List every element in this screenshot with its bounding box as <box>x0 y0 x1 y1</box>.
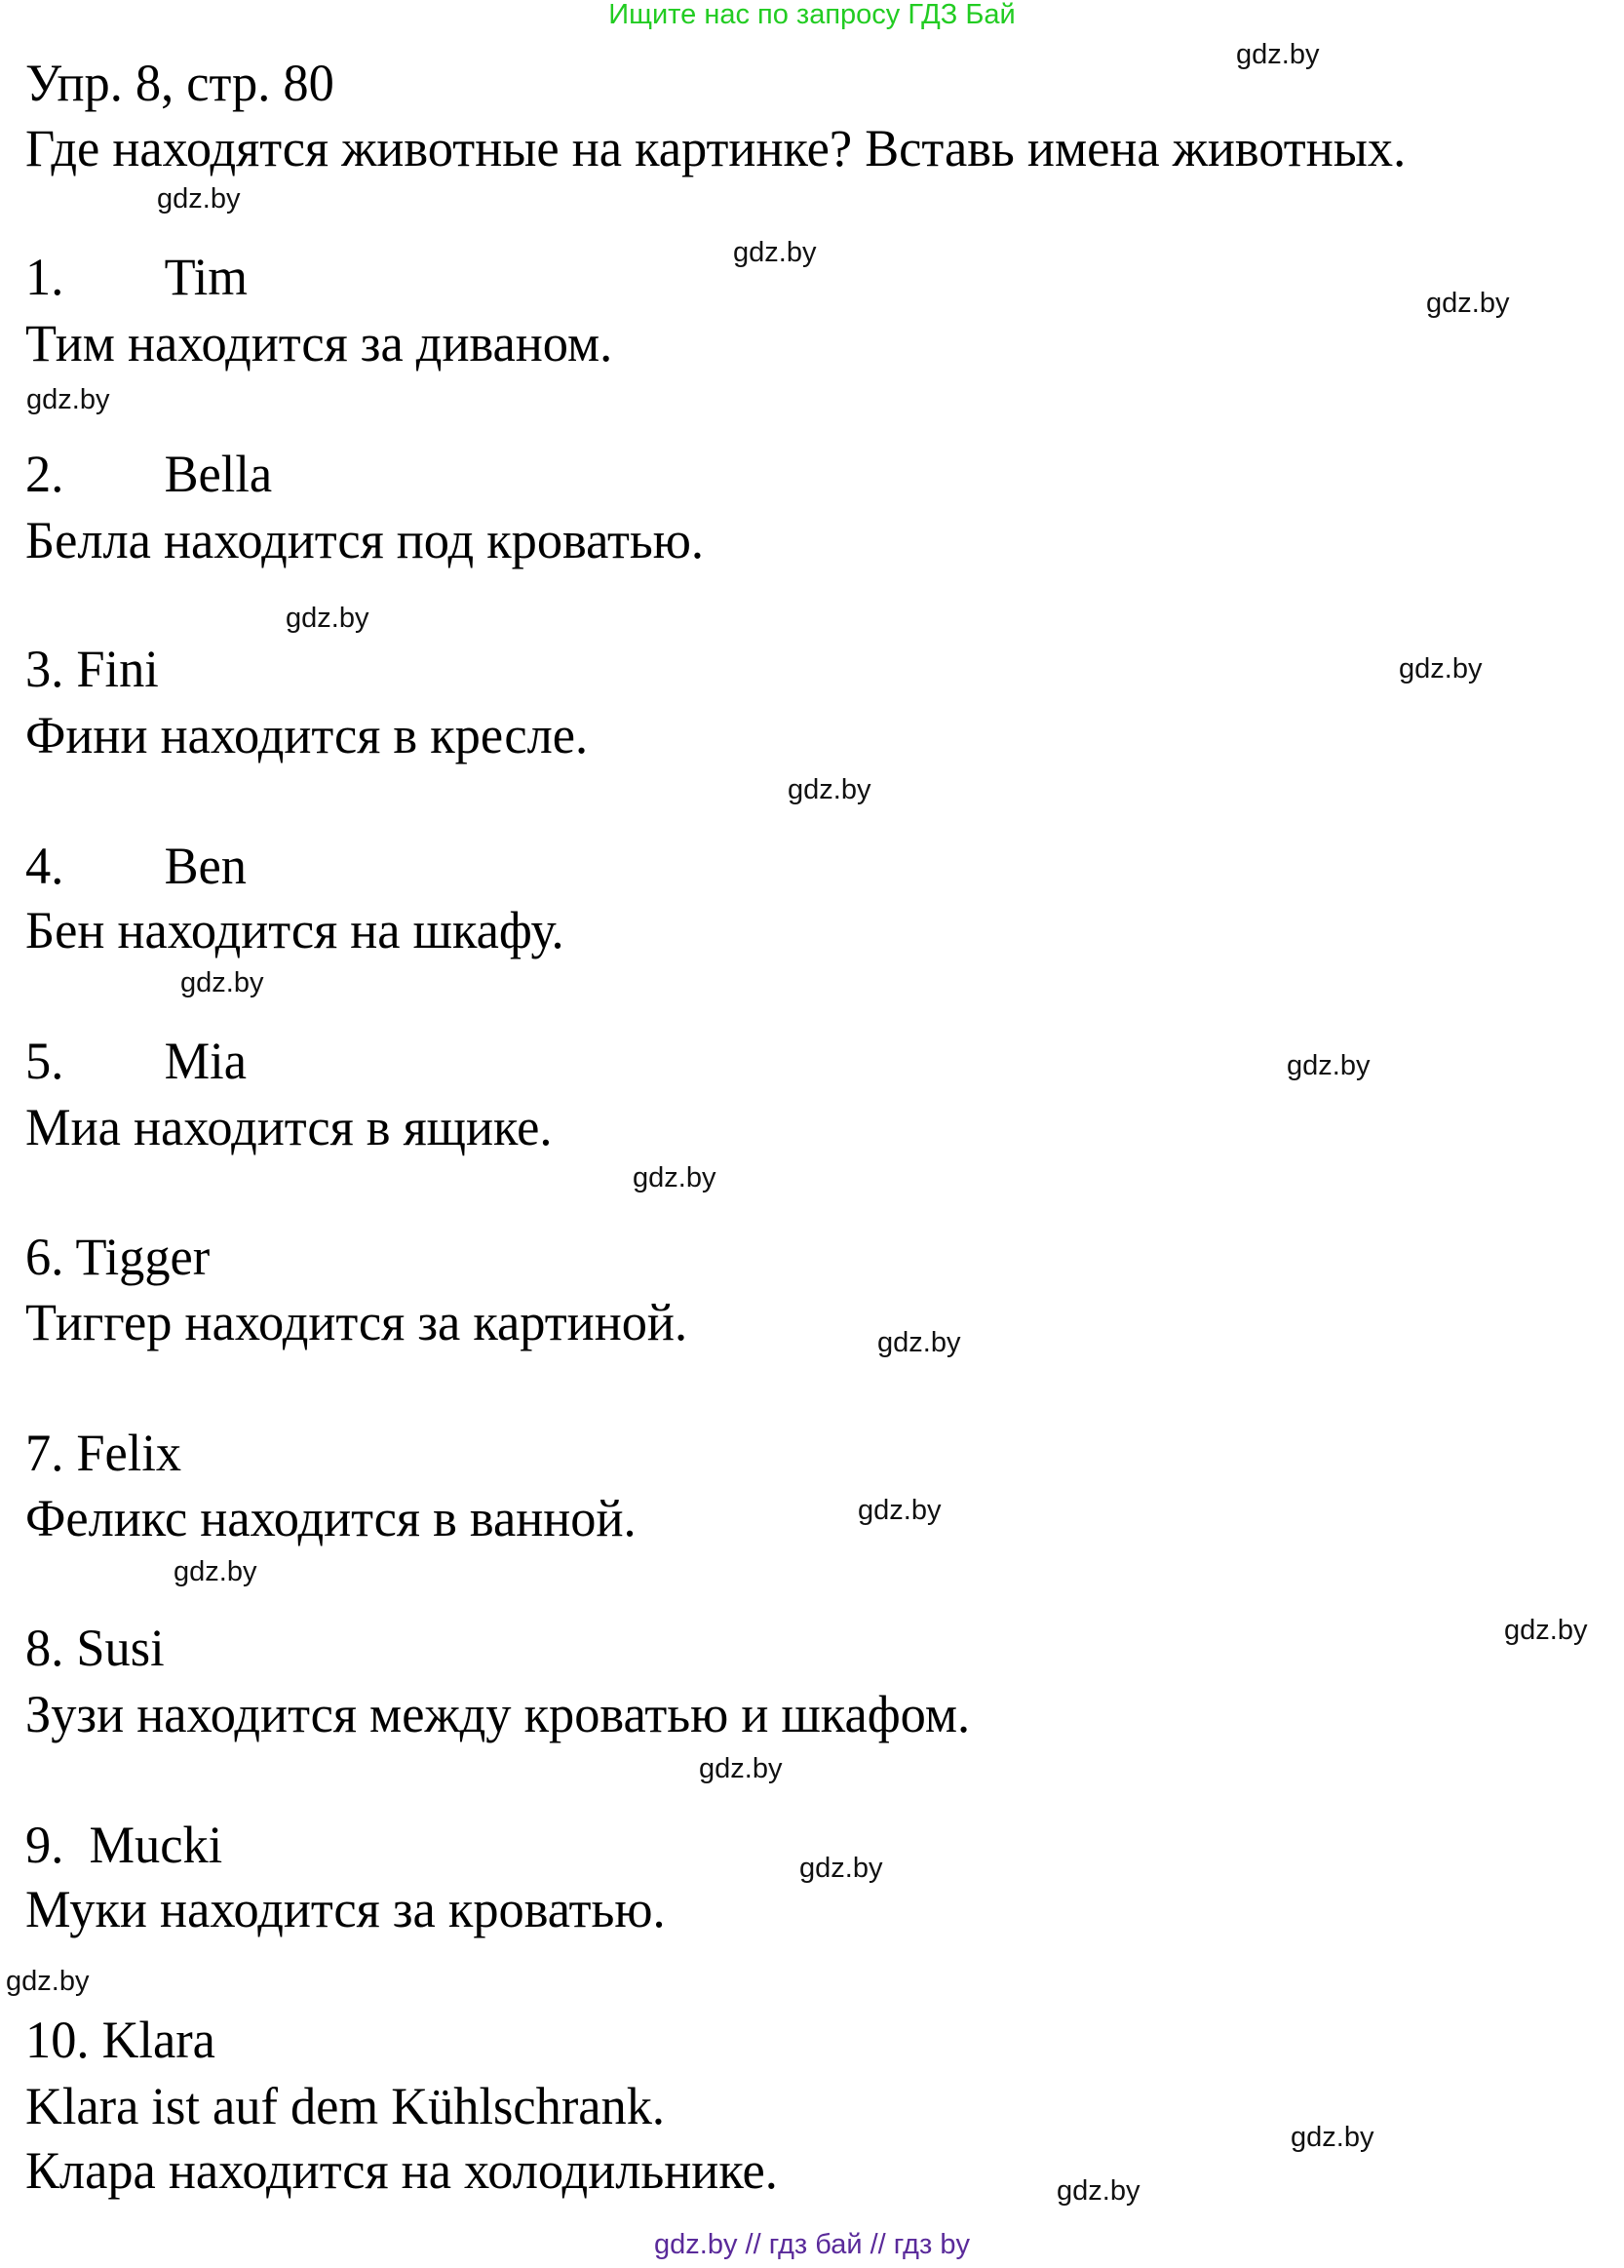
item-number: 3. <box>25 640 64 698</box>
item-number-name <box>25 249 248 305</box>
item-translation: Бен находится на шкафу. <box>25 901 564 959</box>
watermark: gdz.by <box>1399 653 1483 684</box>
watermark: gdz.by <box>1287 1050 1371 1081</box>
item-number-name <box>25 1425 181 1481</box>
item-translation: Зузи находится между кроватью и шкафом. <box>25 1685 971 1743</box>
item-name: Bella <box>164 445 273 503</box>
item-number: 1. <box>25 248 64 306</box>
watermark: gdz.by <box>286 603 369 634</box>
watermark: gdz.by <box>788 774 871 805</box>
item-number-name <box>25 446 272 502</box>
item-name: Tim <box>164 248 249 306</box>
item-name: Susi <box>76 1619 165 1677</box>
watermark: gdz.by <box>6 1966 90 1997</box>
watermark: gdz.by <box>858 1495 942 1526</box>
watermark: gdz.by <box>180 967 264 998</box>
item-number-name <box>25 2012 215 2068</box>
item-number: 8. <box>25 1619 64 1677</box>
item-translation: Миа находится в ящике. <box>25 1098 553 1156</box>
item-name: Klara <box>101 2011 215 2069</box>
item-number-name <box>25 1229 210 1285</box>
watermark: gdz.by <box>1236 39 1320 70</box>
search-banner: Ищите нас по запросу ГДЗ Бай <box>608 0 1016 30</box>
item-number: 2. <box>25 445 64 503</box>
item-number: 5. <box>25 1032 64 1090</box>
footer-links: gdz.by // гдз бай // гдз by <box>654 2229 970 2260</box>
item-name: Tigger <box>75 1228 211 1286</box>
item-number-name <box>25 1620 165 1676</box>
watermark: gdz.by <box>1291 2122 1374 2153</box>
watermark: gdz.by <box>1426 288 1510 319</box>
exercise-question: Где находятся животные на картинке? Вставь имена животных. <box>25 119 1407 177</box>
item-number: 4. <box>25 837 64 895</box>
watermark: gdz.by <box>1057 2175 1141 2207</box>
watermark: gdz.by <box>26 384 110 415</box>
item-translation: Тиггер находится за картиной. <box>25 1293 688 1351</box>
watermark: gdz.by <box>174 1556 257 1587</box>
item-translation: Белла находится под кроватью. <box>25 511 704 569</box>
item-number-name <box>25 1817 222 1873</box>
item-number-name <box>25 641 159 697</box>
item-number: 7. <box>25 1424 64 1482</box>
item-name: Fini <box>76 640 159 698</box>
watermark: gdz.by <box>733 237 817 268</box>
exercise-title: Упр. 8, стр. 80 <box>25 54 334 112</box>
item-translation: Клара находится на холодильнике. <box>25 2141 778 2200</box>
item-german: Klara ist auf dem Kühlschrank. <box>25 2077 666 2135</box>
item-translation: Феликс находится в ванной. <box>25 1489 637 1547</box>
item-number-name <box>25 838 247 894</box>
watermark: gdz.by <box>157 183 241 215</box>
item-name: Mucki <box>89 1816 223 1874</box>
watermark: gdz.by <box>699 1753 783 1784</box>
item-name: Mia <box>164 1032 247 1090</box>
watermark: gdz.by <box>1504 1615 1588 1646</box>
item-number: 10. <box>25 2011 90 2069</box>
watermark: gdz.by <box>633 1162 716 1193</box>
item-number: 6. <box>25 1228 64 1286</box>
item-translation: Фини находится в кресле. <box>25 706 589 764</box>
item-name: Felix <box>76 1424 182 1482</box>
item-translation: Муки находится за кроватью. <box>25 1880 666 1938</box>
watermark: gdz.by <box>799 1853 883 1884</box>
watermark: gdz.by <box>877 1327 961 1358</box>
item-translation: Тим находится за диваном. <box>25 314 613 372</box>
item-number-name <box>25 1033 247 1089</box>
item-name: Ben <box>164 837 247 895</box>
item-number: 9. <box>25 1816 77 1874</box>
